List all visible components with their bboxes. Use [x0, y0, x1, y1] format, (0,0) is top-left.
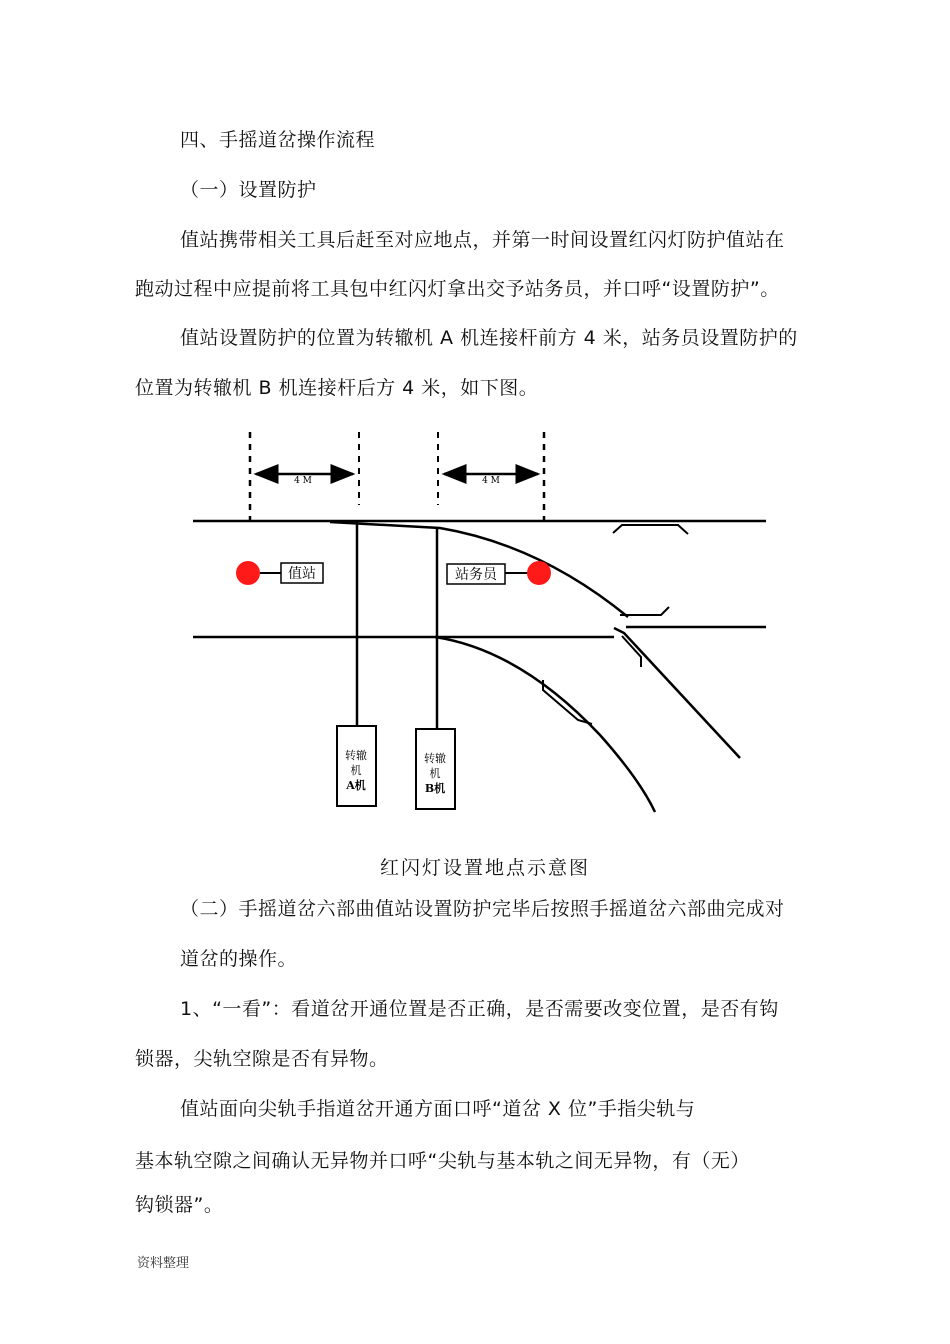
paragraph-line: 跑动过程中应提前将工具包中红闪灯拿出交予站务员，并口呼“设置防护”。 — [135, 278, 780, 300]
paragraph-line: 值站携带相关工具后赶至对应地点，并第一时间设置红闪灯防护值站在 — [180, 229, 785, 251]
paragraph-line: 值站面向尖轨手指道岔开通方面口呼“道岔 X 位”手指尖轨与 — [180, 1098, 696, 1120]
machine-b-label: B机 — [424, 782, 446, 795]
machine-b-label: 机 — [429, 767, 441, 780]
distance-label-left: 4 M — [294, 476, 312, 486]
red-flash-lamp-right — [527, 561, 551, 585]
figure-caption: 红闪灯设置地点示意图 — [380, 857, 591, 879]
machine-a-label: 转辙 — [345, 749, 367, 762]
machine-a-label: A机 — [346, 779, 366, 792]
paragraph-line: 基本轨空隙之间确认无异物并口呼“尖轨与基本轨之间无异物，有（无） — [135, 1150, 750, 1172]
station-staff-label: 站务员 — [455, 567, 497, 583]
paragraph-line: 位置为转辙机 B 机连接杆后方 4 米，如下图。 — [135, 377, 539, 399]
subsection-heading-1: （一）设置防护 — [180, 179, 317, 201]
paragraph-line: 锁器，尖轨空隙是否有异物。 — [135, 1048, 389, 1070]
diverging-rail — [435, 637, 655, 812]
station-attendant-label: 值站 — [288, 566, 316, 582]
paragraph-line: 值站设置防护的位置为转辙机 A 机连接杆前方 4 米，站务员设置防护的 — [180, 327, 798, 349]
wing-rail — [613, 525, 688, 534]
paragraph-line: 钩锁器”。 — [135, 1194, 224, 1216]
step-1-line: 1、“一看”：看道岔开通位置是否正确，是否需要改变位置，是否有钩 — [180, 998, 779, 1020]
signal-lamp-diagram — [0, 420, 950, 840]
red-flash-lamp-left — [236, 561, 260, 585]
machine-a-label: 机 — [350, 764, 362, 777]
machine-b-label: 转辙 — [424, 752, 446, 765]
section-heading: 四、手摇道岔操作流程 — [180, 129, 376, 151]
paragraph-line: 道岔的操作。 — [180, 948, 298, 970]
distance-label-right: 4 M — [482, 476, 500, 486]
page-footer: 资料整理 — [137, 1256, 190, 1271]
wing-rail — [620, 607, 669, 615]
subsection-heading-2: （二）手摇道岔六部曲值站设置防护完毕后按照手摇道岔六部曲完成对 — [180, 898, 785, 920]
